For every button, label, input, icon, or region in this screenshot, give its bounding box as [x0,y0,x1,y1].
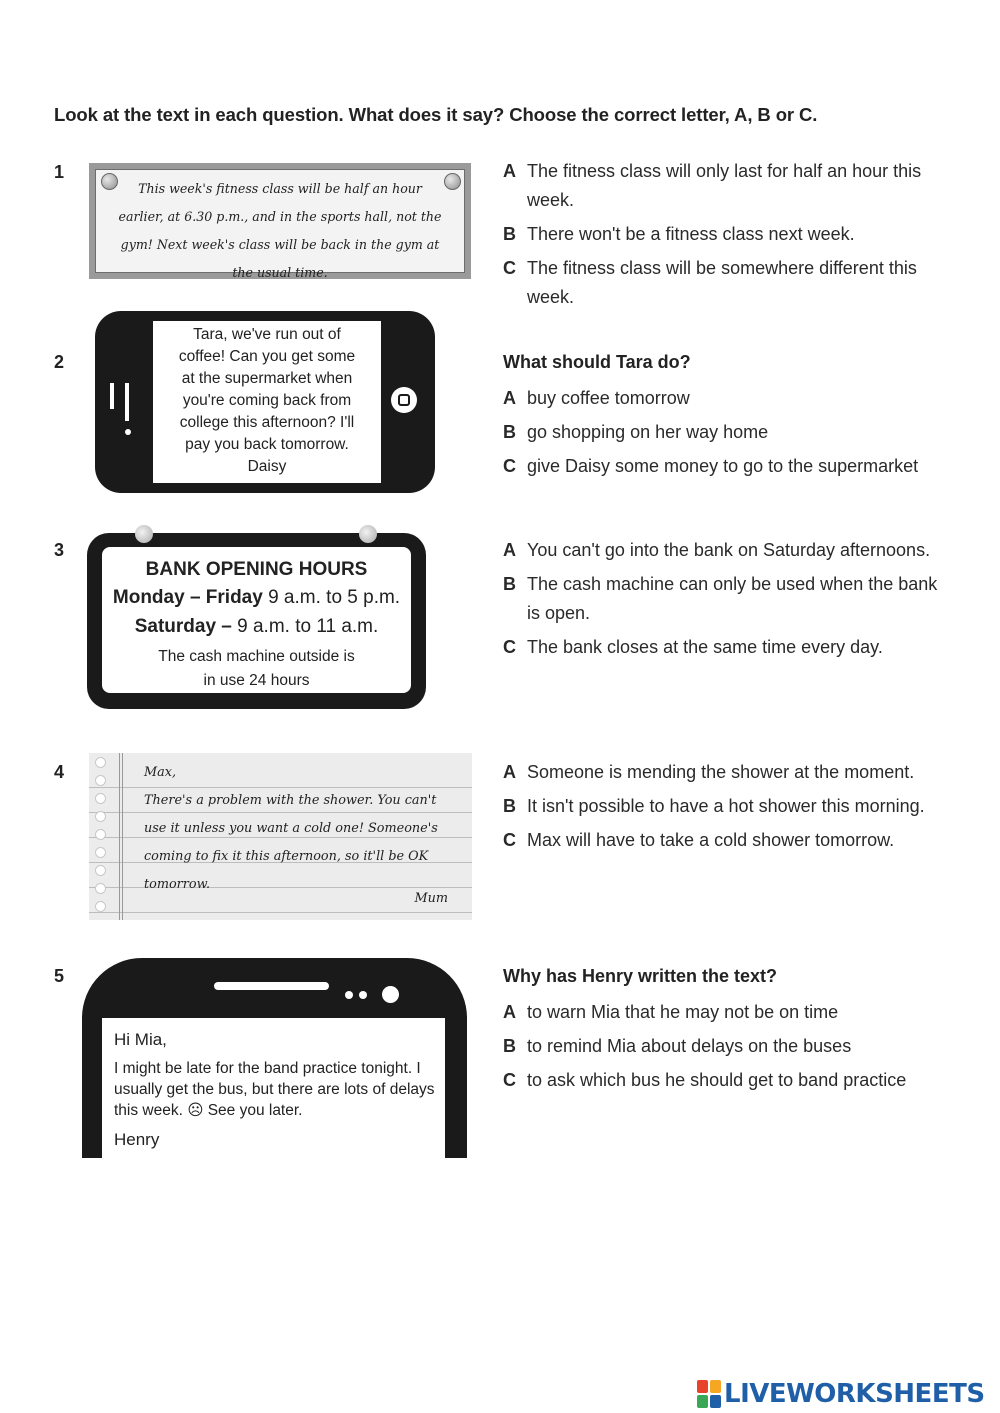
binder-hole-icon [95,775,106,786]
message-signature: Henry [114,1130,160,1149]
option-letter: C [503,456,516,476]
speaker-icon [110,383,114,409]
option-text: The fitness class will only last for half an hour this week. [527,161,922,210]
option-text: Max will have to take a cold shower tomorrow. [527,830,895,850]
note-signature: Mum [414,891,448,906]
option-text: buy coffee tomorrow [527,388,690,408]
option-1c[interactable] [503,254,943,312]
option-letter: A [503,388,516,408]
option-letter: C [503,258,516,278]
option-5b[interactable] [503,1032,943,1061]
option-4a[interactable] [503,758,943,787]
note-text [144,759,444,899]
message-line: college this afternoon? I'll [179,414,355,431]
message-line: Tara, we've run out of [193,326,341,343]
cash-machine-note [102,645,411,693]
camera-dot-icon [345,991,353,999]
binder-hole-icon [95,829,106,840]
phone-message-daisy [95,311,435,493]
option-letter: B [503,574,516,594]
option-1b[interactable] [503,220,943,249]
note-line: tomorrow. [144,877,211,892]
fitness-notice [89,163,471,279]
option-letter: A [503,540,516,560]
message-line: coffee! Can you get some [178,348,356,365]
saturday-label: Saturday – [134,616,232,637]
instructions: Look at the text in each question. What does it say? Choose the correct letter, A, B or C. [54,104,818,125]
shower-note [89,753,472,920]
option-text: go shopping on her way home [527,422,769,442]
option-text: The fitness class will be somewhere different this week. [527,258,917,307]
option-text: to remind Mia about delays on the buses [527,1036,852,1056]
weekday-label: Monday – Friday [112,587,263,608]
message-line: you're coming back from [182,392,352,409]
message-greeting: Hi Mia, [114,1030,167,1049]
question-5-prompt: Why has Henry written the text? [503,966,778,986]
question-2-prompt: What should Tara do? [503,352,691,372]
margin-line [122,753,123,920]
pin-icon [444,173,461,190]
weekday-hours [102,583,411,612]
option-3c[interactable] [503,633,943,662]
note-line: coming to fix it this afternoon, so it'll be OK [144,849,429,864]
message-signature: Daisy [247,458,287,475]
saturday-times: 9 a.m. to 11 a.m. [231,616,379,637]
binder-hole-icon [95,901,106,912]
binder-hole-icon [95,757,106,768]
binder-hole-icon [95,793,106,804]
option-4b[interactable] [503,792,943,821]
bank-hours-notice [87,533,426,709]
note-line: use it unless you want a cold one! Someone's [144,821,438,836]
option-letter: C [503,637,516,657]
logo-tile [710,1395,721,1408]
option-letter: B [503,422,516,442]
cash-machine-line: in use 24 hours [203,672,310,689]
camera-dot-icon [359,991,367,999]
bank-notice-title: BANK OPENING HOURS [145,559,368,580]
question-number-4: 4 [54,762,65,782]
option-letter: B [503,224,516,244]
fitness-notice-text: This week's fitness class will be half an hour earlier, at 6.30 p.m., and in the sports hall, not the gym! Next week's class will be back in the gym at the usual time. [95,169,465,273]
option-2a[interactable] [503,384,943,413]
option-2b[interactable] [503,418,943,447]
question-2-options [503,350,943,486]
option-letter: C [503,830,516,850]
option-letter: A [503,1002,516,1022]
binder-hole-icon [95,883,106,894]
option-text: give Daisy some money to go to the supermarket [527,456,919,476]
phone-screen [153,321,381,483]
logo-tile [697,1395,708,1408]
question-5-options [503,964,943,1100]
logo-tile [697,1380,708,1393]
binder-hole-icon [95,847,106,858]
question-1-options [503,157,943,317]
option-letter: B [503,1036,516,1056]
option-letter: A [503,161,516,181]
message-body: I might be late for the band practice tonight. I usually get the bus, but there are lots of delays this week. ☹ See you later. [114,1060,435,1119]
cash-machine-line: The cash machine outside is [158,648,355,665]
logo-tile [710,1380,721,1393]
message-line: at the supermarket when [181,370,353,387]
option-text: The bank closes at the same time every day. [527,637,883,657]
camera-icon [382,986,399,1003]
binder-hole-icon [95,811,106,822]
option-3a[interactable] [503,536,943,565]
pin-icon [101,173,118,190]
weekday-times: 9 a.m. to 5 p.m. [262,587,401,608]
question-3-options [503,536,943,667]
option-1a[interactable] [503,157,943,215]
option-2c[interactable] [503,452,943,481]
option-5a[interactable] [503,998,943,1027]
logo-mark-icon [697,1380,721,1408]
bank-notice-board [102,547,411,693]
question-4-options [503,758,943,860]
option-letter: B [503,796,516,816]
option-text: to ask which bus he should get to band practice [527,1070,907,1090]
note-line: There's a problem with the shower. You can't [144,793,437,808]
pin-icon [359,525,377,543]
phone-screen [102,1018,445,1158]
option-text: to warn Mia that he may not be on time [527,1002,839,1022]
phone-message-henry [82,958,467,1158]
pin-icon [135,525,153,543]
option-4c[interactable] [503,826,943,855]
question-number-3: 3 [54,540,65,560]
margin-line [119,753,120,920]
question-number-1: 1 [54,162,65,182]
logo-text: LIVEWORKSHEETS [724,1379,985,1409]
note-line: Max, [144,765,177,780]
speaker-icon [125,383,129,421]
binder-hole-icon [95,865,106,876]
liveworksheets-logo[interactable] [697,1377,985,1411]
sensor-icon [125,429,131,435]
option-3b[interactable] [503,570,943,628]
option-letter: A [503,762,516,782]
option-text: Someone is mending the shower at the moment. [527,762,915,782]
option-5c[interactable] [503,1066,943,1095]
option-letter: C [503,1070,516,1090]
saturday-hours [102,612,411,641]
question-number-2: 2 [54,352,65,372]
speaker-slot-icon [214,982,329,990]
message-line: pay you back tomorrow. [185,436,349,453]
option-text: There won't be a fitness class next week. [527,224,855,244]
home-button-icon [391,387,417,413]
option-text: It isn't possible to have a hot shower this morning. [527,796,925,816]
question-number-5: 5 [54,966,65,986]
option-text: The cash machine can only be used when the bank is open. [527,574,938,623]
option-text: You can't go into the bank on Saturday afternoons. [527,540,931,560]
